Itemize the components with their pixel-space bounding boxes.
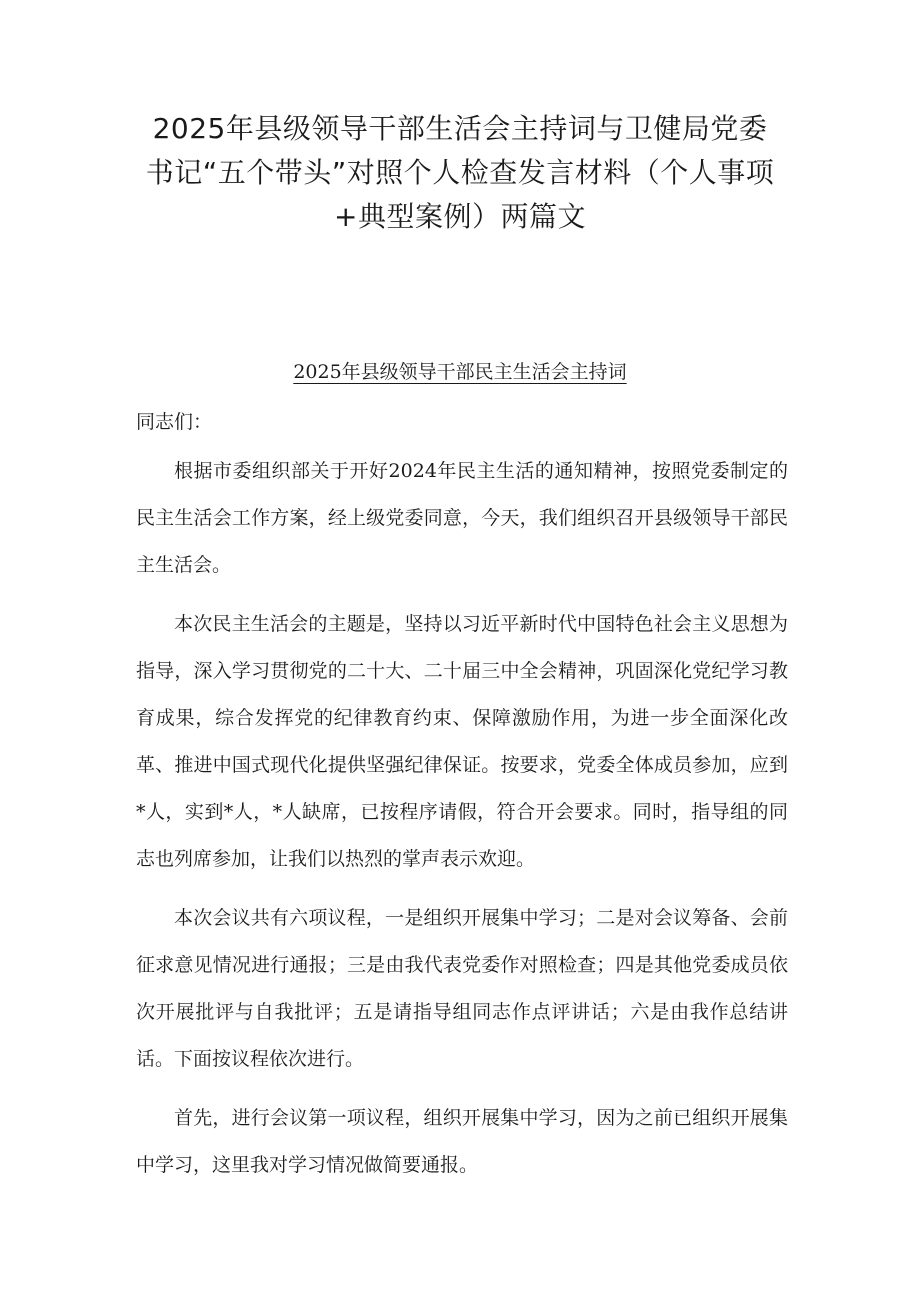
- document-title: 2025年县级领导干部生活会主持词与卫健局党委书记“五个带头”对照个人检查发言材料（个人事项+典型案例）两篇文: [145, 112, 775, 233]
- document-body: [136, 408, 788, 1189]
- salutation: 同志们：: [136, 411, 213, 433]
- paragraph: 本次民主生活会的主题是，坚持以习近平新时代中国特色社会主义思想为指导，深入学习贯彻党的二十大、二十届三中全会精神，巩固深化党纪学习教育成果，综合发挥党的纪律教育约束、保障激励作用，为进一步全面深化改革、推进中国式现代化提供坚强纪律保证。按要求，党委全体成员参加，应到*人，实到*人，*人缺席，已按程序请假，符合开会要求。同时，指导组的同志也列席参加，让我们以热烈的掌声表示欢迎。: [136, 613, 788, 870]
- paragraph: 首先，进行会议第一项议程，组织开展集中学习，因为之前已组织开展集中学习，这里我对学习情况做简要通报。: [136, 1107, 788, 1176]
- section-title: 2025年县级领导干部民主生活会主持词: [293, 361, 627, 383]
- paragraph: 本次会议共有六项议程，一是组织开展集中学习；二是对会议筹备、会前征求意见情况进行通报；三是由我代表党委作对照检查；四是其他党委成员依次开展批评与自我批评；五是请指导组同志作点评讲话；六是由我作总结讲话。下面按议程依次进行。: [136, 907, 788, 1070]
- paragraph: 根据市委组织部关于开好2024年民主生活的通知精神，按照党委制定的民主生活会工作方案，经上级党委同意，今天，我们组织召开县级领导干部民主生活会。: [136, 460, 788, 576]
